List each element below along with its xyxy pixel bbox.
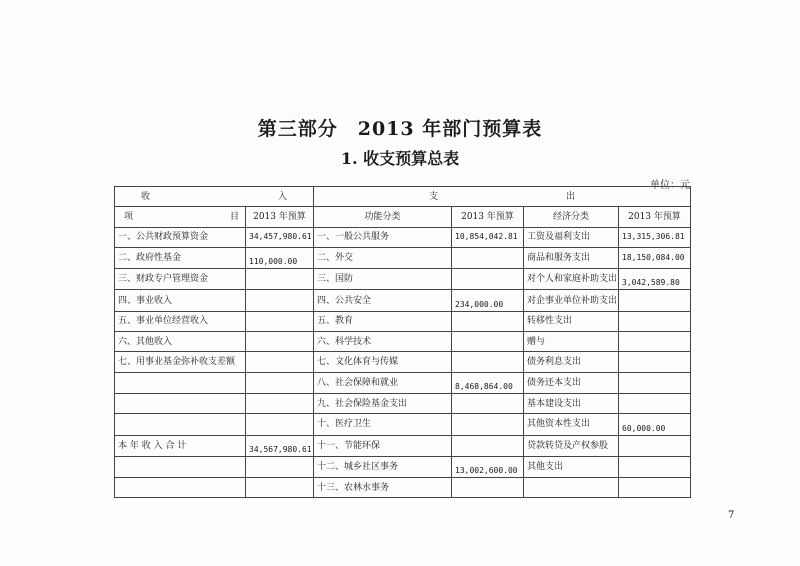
income-amount-cell (246, 332, 314, 352)
income-amount-cell (246, 456, 314, 477)
econ-amount-cell (619, 456, 691, 477)
table-subtitle: 1. 收支预算总表 (340, 149, 460, 168)
income-amount-cell (246, 372, 314, 393)
income-amount-cell (246, 414, 314, 435)
income-amount-cell (246, 269, 314, 290)
income-item-cell: 七、用事业基金弥补收支差额 (115, 352, 246, 372)
table-row (115, 435, 691, 456)
income-group-header (115, 187, 314, 207)
func-item-cell: 十一、节能环保 (314, 435, 452, 456)
income-item-cell (115, 456, 246, 477)
item-header (115, 207, 246, 227)
econ-item-cell: 其他支出 (524, 456, 619, 477)
econ-amount-cell (619, 332, 691, 352)
econ-item-cell: 工资及福利支出 (524, 227, 619, 247)
income-item-cell (115, 372, 246, 393)
table-row (115, 247, 691, 268)
func-item-cell: 二、外交 (314, 247, 452, 268)
func-item-cell: 十、医疗卫生 (314, 414, 452, 435)
func-amount-cell (452, 247, 524, 268)
income-amount-cell (246, 478, 314, 498)
func-amount-cell (452, 478, 524, 498)
expense-group-header (314, 187, 691, 207)
income-item-cell: 四、事业收入 (115, 290, 246, 311)
econ-item-cell: 其他资本性支出 (524, 414, 619, 435)
func-amount-cell: 234,000.00 (452, 290, 524, 311)
econ-amount-cell (619, 478, 691, 498)
func-amount-cell: 8,468,864.00 (452, 372, 524, 393)
econ-amount-cell: 60,000.00 (619, 414, 691, 435)
func-amount-cell (452, 332, 524, 352)
econ-item-cell: 转移性支出 (524, 311, 619, 331)
income-amount-cell (246, 393, 314, 413)
func-amount-cell (452, 435, 524, 456)
income-item-cell: 五、事业单位经营收入 (115, 311, 246, 331)
econ-item-cell: 贷款转贷及产权参股 (524, 435, 619, 456)
income-item-cell: 二、政府性基金 (115, 247, 246, 268)
econ-amount-cell: 13,315,306.81 (619, 227, 691, 247)
func-item-cell: 三、国防 (314, 269, 452, 290)
func-item-cell: 十二、城乡社区事务 (314, 456, 452, 477)
func-amount-cell (452, 269, 524, 290)
econ-amount-cell (619, 435, 691, 456)
income-item-cell: 本 年 收 入 合 计 (115, 435, 246, 456)
income-item-cell: 一、公共财政预算资金 (115, 227, 246, 247)
income-amount-cell: 34,567,980.61 (246, 435, 314, 456)
table-row (115, 290, 691, 311)
func-item-cell: 九、社会保险基金支出 (314, 393, 452, 413)
income-amount-cell (246, 311, 314, 331)
income-item-cell (115, 414, 246, 435)
func-item-cell: 六、科学技术 (314, 332, 452, 352)
header-row-group (115, 187, 691, 207)
econ-item-cell: 赠与 (524, 332, 619, 352)
func-item-cell: 十三、农林水事务 (314, 478, 452, 498)
func-item-cell: 一、一般公共服务 (314, 227, 452, 247)
income-item-cell (115, 478, 246, 498)
econ-amount-cell (619, 352, 691, 372)
func-amount-cell: 13,002,600.00 (452, 456, 524, 477)
econ-item-cell: 基本建设支出 (524, 393, 619, 413)
econ-amount-cell: 18,150,084.00 (619, 247, 691, 268)
func-class-header: 功能分类 (314, 207, 452, 227)
func-amount-cell (452, 311, 524, 331)
header-row-columns (115, 207, 691, 227)
item-header-left: 项 (124, 211, 134, 222)
income-amount-cell: 34,457,980.61 (246, 227, 314, 247)
table-row (115, 393, 691, 413)
func-item-cell: 七、文化体育与传媒 (314, 352, 452, 372)
func-item-cell: 四、公共安全 (314, 290, 452, 311)
econ-item-cell: 债务还本支出 (524, 372, 619, 393)
econ-item-cell: 对企事业单位补助支出 (524, 290, 619, 311)
income-header-left: 收 (140, 191, 150, 202)
unit-label: 单位：元 (650, 180, 690, 191)
func-amount-cell (452, 414, 524, 435)
page-title: 第三部分 2013 年部门预算表 (257, 118, 543, 140)
econ-amount-cell: 3,042,589.80 (619, 269, 691, 290)
income-header-right: 入 (278, 191, 288, 202)
income-amount-cell (246, 352, 314, 372)
econ-budget-header: 2013 年预算 (619, 207, 691, 227)
func-amount-cell: 10,854,042.81 (452, 227, 524, 247)
income-amount-cell: 110,000.00 (246, 247, 314, 268)
econ-amount-cell (619, 311, 691, 331)
table-row (115, 332, 691, 352)
econ-amount-cell (619, 393, 691, 413)
econ-item-cell: 债务利息支出 (524, 352, 619, 372)
income-item-cell: 六、其他收入 (115, 332, 246, 352)
func-item-cell: 八、社会保障和就业 (314, 372, 452, 393)
expense-header-left: 支 (429, 191, 439, 202)
table-row (115, 414, 691, 435)
func-amount-cell (452, 393, 524, 413)
item-header-right: 目 (229, 211, 239, 222)
econ-item-cell (524, 478, 619, 498)
table-row (115, 227, 691, 247)
income-budget-header: 2013 年预算 (246, 207, 314, 227)
econ-class-header: 经济分类 (524, 207, 619, 227)
func-amount-cell (452, 352, 524, 372)
func-item-cell: 五、教育 (314, 311, 452, 331)
econ-amount-cell (619, 290, 691, 311)
budget-summary-table (114, 186, 691, 498)
page-number: 7 (728, 510, 735, 521)
table-row (115, 372, 691, 393)
income-item-cell: 三、财政专户管理资金 (115, 269, 246, 290)
table-row (115, 456, 691, 477)
table-row (115, 269, 691, 290)
table-row (115, 478, 691, 498)
income-item-cell (115, 393, 246, 413)
expense-header-right: 出 (566, 191, 576, 202)
econ-item-cell: 对个人和家庭补助支出 (524, 269, 619, 290)
func-budget-header: 2013 年预算 (452, 207, 524, 227)
income-amount-cell (246, 290, 314, 311)
table-row (115, 352, 691, 372)
econ-amount-cell (619, 372, 691, 393)
econ-item-cell: 商品和服务支出 (524, 247, 619, 268)
table-row (115, 311, 691, 331)
